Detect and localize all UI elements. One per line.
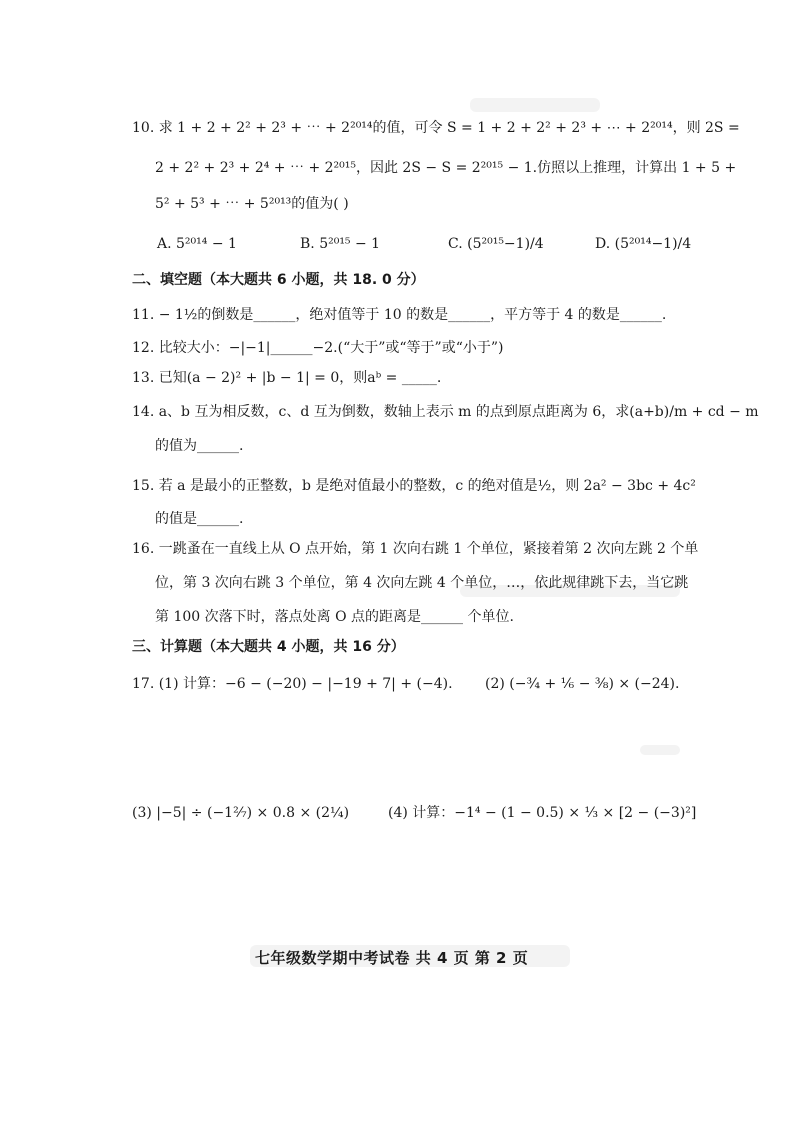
question-17-part-2: (2) (−¾ + ⅙ − ⅜) × (−24). xyxy=(485,676,680,692)
page-footer: 七年级数学期中考试卷 共 4 页 第 2 页 xyxy=(255,949,529,967)
question-10-line-2: 2 + 2² + 2³ + 2⁴ + ⋯ + 2²⁰¹⁵，因此 2S − S = 2²⁰¹⁵ − 1.仿照以上推理，计算出 1 + 5 + xyxy=(155,160,737,176)
question-12: 12. 比较大小：−|−1|______−2.(“大于”或“等于”或“小于”) xyxy=(132,340,504,356)
question-17-part-1: 17. (1) 计算：−6 − (−20) − |−19 + 7| + (−4). xyxy=(132,676,453,692)
section-3-heading: 三、计算题（本大题共 4 小题，共 16 分） xyxy=(132,639,405,655)
question-13: 13. 已知(a − 2)² + |b − 1| = 0，则aᵇ = _____. xyxy=(132,370,442,386)
question-10-line-3: 5² + 5³ + ⋯ + 5²⁰¹³的值为( ) xyxy=(155,196,349,212)
option-b: B. 5²⁰¹⁵ − 1 xyxy=(300,236,381,252)
question-16-line-2: 位，第 3 次向右跳 3 个单位，第 4 次向左跳 4 个单位，…，依此规律跳下去，当它跳 xyxy=(155,575,689,591)
section-2-heading: 二、填空题（本大题共 6 小题，共 18. 0 分） xyxy=(132,272,425,288)
question-14-line-2: 的值为______. xyxy=(155,438,244,454)
option-d: D. (5²⁰¹⁴−1)/4 xyxy=(595,236,692,252)
option-c: C. (5²⁰¹⁵−1)/4 xyxy=(448,236,544,252)
question-17-part-3: (3) |−5| ÷ (−1²⁄₇) × 0.8 × (2¼) xyxy=(132,805,350,821)
option-a: A. 5²⁰¹⁴ − 1 xyxy=(157,236,237,252)
question-11: 11. − 1½的倒数是______，绝对值等于 10 的数是______，平方等于 4 的数是______. xyxy=(132,307,667,323)
scan-smudge xyxy=(470,98,600,112)
question-16-line-1: 16. 一跳蚤在一直线上从 O 点开始，第 1 次向右跳 1 个单位，紧接着第 2 次向左跳 2 个单 xyxy=(132,541,699,557)
question-15-line-1: 15. 若 a 是最小的正整数，b 是绝对值最小的整数，c 的绝对值是½，则 2a² − 3bc + 4c² xyxy=(132,478,696,494)
scan-smudge xyxy=(640,745,680,755)
question-15-line-2: 的值是______. xyxy=(155,511,244,527)
question-16-line-3: 第 100 次落下时，落点处离 O 点的距离是______ 个单位. xyxy=(155,609,514,625)
question-14-line-1: 14. a、b 互为相反数，c、d 互为倒数，数轴上表示 m 的点到原点距离为 6，求(a+b)/m + cd − m xyxy=(132,404,759,420)
question-10-line-1: 10. 求 1 + 2 + 2² + 2³ + ⋯ + 2²⁰¹⁴的值，可令 S = 1 + 2 + 2² + 2³ + ⋯ + 2²⁰¹⁴，则 2S = xyxy=(132,120,740,136)
question-17-part-4: (4) 计算：−1⁴ − (1 − 0.5) × ⅓ × [2 − (−3)²] xyxy=(388,805,697,821)
